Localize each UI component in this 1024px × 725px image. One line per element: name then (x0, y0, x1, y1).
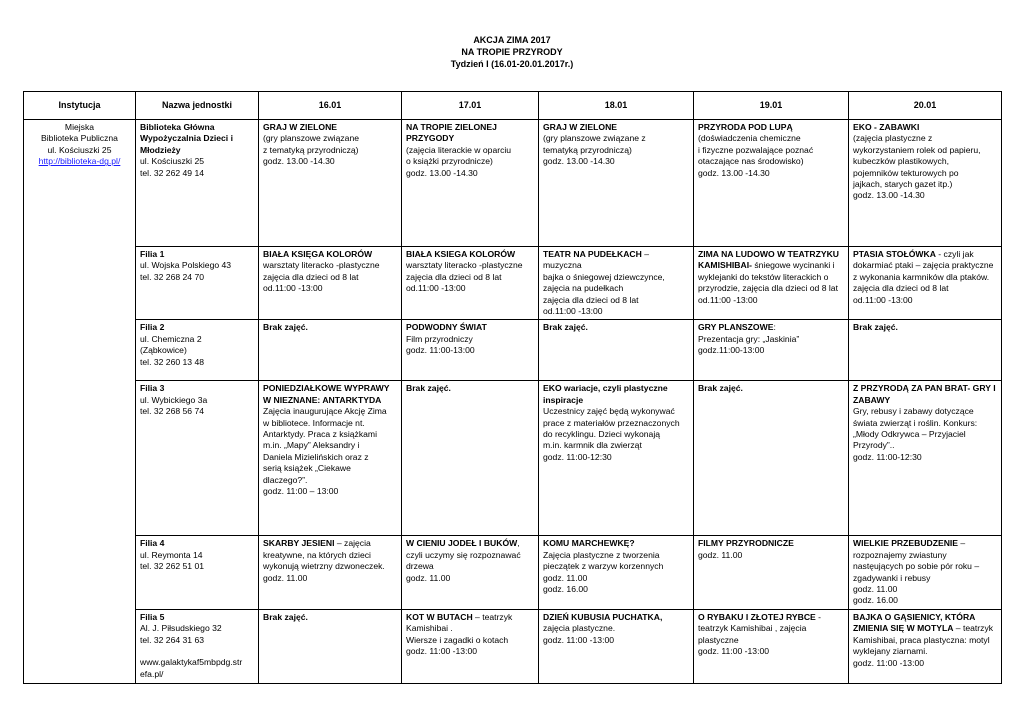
institution-cell (24, 120, 136, 684)
institution-name: Miejska (64, 122, 95, 132)
unit-detail: tel. 32 268 24 70 (140, 271, 205, 282)
unit-cell (136, 247, 259, 320)
activity-header (543, 122, 689, 133)
activity-cell (694, 247, 849, 320)
activity-detail: warsztaty literacko -plastyczne (406, 260, 523, 271)
unit-detail: tel. 32 264 31 63 (140, 634, 205, 645)
activity-detail: serią książek „Ciekawe (263, 463, 351, 474)
activity-cell (849, 247, 1002, 320)
activity-detail: Zajęcia plastyczne z tworzenia (543, 549, 660, 560)
unit-detail: Al. J. Piłsudskiego 32 (140, 623, 222, 634)
activity-detail: Film przyrodniczy (406, 333, 473, 344)
activity-detail: godz. 16.00 (543, 584, 588, 595)
activity-header (698, 612, 844, 646)
activity-header (263, 538, 397, 572)
activity-header (406, 322, 534, 333)
activity-title: BAJKA O GĄSIENICY, KTÓRA ZMIENIA SIĘ W MOTYLA (853, 611, 976, 634)
activity-detail: godz.11:00-13:00 (698, 345, 765, 356)
table-row (24, 536, 1002, 609)
activity-header (543, 322, 689, 333)
unit-name: Filia 4 (140, 538, 165, 549)
column-header-day: 16.01 (259, 92, 402, 120)
activity-detail: od.11:00 -13:00 (263, 283, 323, 294)
institution-address: ul. Kościuszki 25 (47, 144, 112, 155)
activity-detail: od.11:00 -13:00 (698, 294, 758, 305)
activity-detail: (gry planszowe związane (263, 133, 360, 144)
activity-detail: (gry planszowe związane z (543, 133, 646, 144)
activity-detail: godz. 11.00 (698, 549, 743, 560)
activity-title: BIAŁA KSIĘGA KOLORÓW (263, 249, 373, 259)
activity-description: - czyli jak dokarmiać ptaki – zajęcia praktyczne z wykonania karmników dla ptaków. (853, 249, 994, 282)
unit-name: Filia 3 (140, 383, 165, 394)
activity-cell (849, 320, 1002, 381)
activity-detail: z tematyką przyrodniczą) (263, 144, 359, 155)
activity-title: KOT W BUTACH (406, 611, 473, 622)
activity-title: KOMU MARCHEWKĘ? (543, 538, 635, 549)
activity-detail: godz. 13.00 -14.30 (698, 167, 770, 178)
activity-header (853, 383, 997, 406)
activity-header (853, 249, 997, 283)
activity-header (263, 612, 397, 623)
activity-header (698, 322, 844, 333)
activity-cell (694, 120, 849, 247)
activity-detail: świata zwierząt i roślin. Konkurs: (853, 417, 978, 428)
unit-detail: ul. Chemiczna 2 (140, 333, 202, 344)
unit-detail: ul. Wojska Polskiego 43 (140, 260, 232, 271)
activity-header (543, 612, 689, 623)
activity-detail: do recyklingu. Dzieci wykonają (543, 429, 661, 440)
activity-title: Brak zajęć. (543, 322, 588, 333)
activity-detail: Antarktydy. Praca z książkami (263, 429, 377, 440)
table-header-row (24, 92, 1002, 120)
activity-detail: godz. 11:00 -13:00 (853, 657, 925, 668)
activity-cell (539, 120, 694, 247)
activity-cell (694, 320, 849, 381)
institution-name: Biblioteka Publiczna (41, 133, 118, 144)
activity-description: – teatrzyk Kamishibai . (406, 611, 513, 634)
activity-detail: warsztaty literacko -plastyczne (263, 260, 380, 271)
schedule-table (23, 91, 1002, 684)
activity-detail: godz. 11:00-12:30 (853, 451, 922, 462)
activity-description: – rozpoznajemy zwiastuny nastęujących po sobie pór roku – zgadywanki i rebusy (853, 538, 980, 583)
activity-detail: godz. 11.00 (853, 584, 898, 595)
unit-name: Filia 5 (140, 611, 165, 622)
activity-cell (849, 609, 1002, 683)
activity-header (543, 383, 689, 406)
unit-name: Filia 2 (140, 322, 165, 333)
activity-header (263, 249, 397, 260)
column-header-day: 20.01 (849, 92, 1002, 120)
activity-title: Brak zajęć. (698, 383, 743, 394)
activity-title: FILMY PRZYRODNICZE (698, 538, 794, 549)
activity-detail: godz. 11:00 -13:00 (698, 646, 770, 657)
activity-detail: pojemników tekturowych po (853, 167, 959, 178)
header-week: Tydzień I (16.01-20.01.2017r.) (450, 59, 574, 69)
activity-title: NA TROPIE ZIELONEJ PRZYGODY (406, 122, 497, 144)
column-header-day: 19.01 (694, 92, 849, 120)
activity-header (698, 538, 844, 549)
activity-title: Brak zajęć. (406, 383, 451, 394)
activity-cell (259, 247, 402, 320)
table-row (24, 320, 1002, 381)
activity-detail: godz. 13.00 -14.30 (406, 167, 478, 178)
header-subtitle: NA TROPIE PRZYRODY (461, 47, 563, 57)
activity-title: EKO wariacje, czyli plastyczne inspiracje (543, 383, 668, 405)
unit-detail: tel. 32 260 13 48 (140, 356, 205, 367)
unit-detail: tel. 32 268 56 74 (140, 406, 205, 417)
activity-cell (539, 320, 694, 381)
activity-header (853, 322, 997, 333)
activity-cell (402, 609, 539, 683)
activity-title: PRZYRODA POD LUPĄ (698, 122, 793, 132)
activity-detail: prace z materiałów przeznaczonych (543, 417, 680, 428)
activity-header (263, 383, 397, 406)
activity-detail: kubeczków plastikowych, (853, 156, 950, 167)
activity-detail: Zajęcia inaugurujące Akcję Zima (263, 406, 387, 417)
unit-detail: ul. Reymonta 14 (140, 549, 203, 560)
activity-title: ZIMA NA LUDOWO W TEATRZYKU KAMISHIBAI- (698, 249, 839, 271)
activity-detail: czyli uczymy się rozpoznawać (406, 549, 521, 560)
unit-detail: efa.pl/ (140, 668, 164, 679)
activity-detail: wykorzystaniem rolek od papieru, (853, 144, 981, 155)
activity-detail: od.11:00 -13:00 (853, 294, 913, 305)
activity-detail: jajkach, starych gazet itp.) (853, 179, 953, 190)
activity-detail: Wiersze i zagadki o kotach (406, 634, 509, 645)
activity-detail: godz. 11:00-13:00 (406, 345, 475, 356)
activity-detail: godz. 13.00 -14.30 (543, 156, 615, 167)
activity-detail: Gry, rebusy i zabawy dotyczące (853, 406, 974, 417)
activity-detail: zajęcia dla dzieci od 8 lat (543, 294, 639, 305)
activity-detail: w bibliotece. Informacje nt. (263, 417, 365, 428)
unit-cell (136, 381, 259, 536)
activity-title: Brak zajęć. (263, 322, 308, 333)
activity-cell (539, 381, 694, 536)
activity-title: GRY PLANSZOWE (698, 322, 774, 333)
header-title: AKCJA ZIMA 2017 (473, 35, 551, 45)
activity-header (698, 383, 844, 394)
activity-description: - teatrzyk Kamishibai , zajęcia plastyczne (698, 611, 822, 645)
activity-header (698, 122, 844, 133)
activity-detail: m.in. karmnik dla zwierząt (543, 440, 642, 451)
activity-detail: godz. 16.00 (853, 595, 898, 606)
activity-detail: godz. 13.00 -14.30 (263, 156, 335, 167)
column-header-day: 17.01 (402, 92, 539, 120)
activity-title: GRAJ W ZIELONE (263, 122, 338, 132)
activity-header (406, 538, 534, 549)
activity-description: – muzyczna (543, 249, 649, 271)
activity-cell (402, 536, 539, 609)
activity-description: : (773, 322, 776, 333)
activity-detail: (doświadczenia chemiczne (698, 133, 801, 144)
activity-header (853, 538, 997, 584)
activity-detail: m.in. „Mapy” Aleksandry i (263, 440, 360, 451)
unit-detail: (Ząbkowice) (140, 345, 187, 356)
table-row (24, 120, 1002, 247)
activity-title: EKO - ZABAWKI (853, 122, 920, 132)
activity-detail: otaczające nas środowisko) (698, 156, 804, 167)
activity-cell (259, 320, 402, 381)
activity-cell (694, 609, 849, 683)
activity-cell (849, 120, 1002, 247)
activity-detail: tematyką przyrodniczą) (543, 144, 632, 155)
activity-cell (259, 609, 402, 683)
unit-cell (136, 536, 259, 609)
activity-cell (259, 120, 402, 247)
activity-detail: (zajęcia literackie w oparciu (406, 144, 512, 155)
activity-detail: godz. 11.00 (543, 572, 588, 583)
activity-detail: zajęcia na pudełkach (543, 283, 624, 294)
unit-cell (136, 320, 259, 381)
activity-title: SKARBY JESIENI (263, 538, 335, 549)
activity-cell (259, 536, 402, 609)
activity-detail: zajęcia dla dzieci od 8 lat (853, 283, 949, 294)
activity-detail: bajka o śniegowej dziewczynce, (543, 271, 665, 282)
activity-description: , (517, 538, 520, 549)
activity-detail: godz. 11.00 (406, 572, 451, 583)
activity-title: TEATR NA PUDEŁKACH (543, 249, 642, 259)
activity-title: PONIEDZIAŁKOWE WYPRAWY W NIEZNANE: ANTARKTYDA (263, 383, 390, 405)
activity-cell (402, 120, 539, 247)
activity-detail: o książki przyrodnicze) (406, 156, 493, 167)
activity-detail: Uczestnicy zajęć będą wykonywać (543, 406, 675, 417)
activity-cell (849, 381, 1002, 536)
activity-detail: Prezentacja gry: „Jaskinia” (698, 333, 800, 344)
activity-description: – teatrzyk Kamishibai, praca plastyczna: motyl wyklejany ziarnami. (853, 623, 994, 657)
activity-header (853, 122, 997, 133)
activity-header (406, 383, 534, 394)
activity-detail: zajęcia plastyczne. (543, 623, 616, 634)
activity-header (263, 322, 397, 333)
activity-description: – zajęcia kreatywne, na których dzieci wykonują wietrzny dzwoneczek. (263, 538, 385, 572)
activity-detail: dlaczego?”. (263, 474, 308, 485)
activity-header (853, 612, 997, 658)
column-header-day: 18.01 (539, 92, 694, 120)
activity-cell (539, 536, 694, 609)
activity-cell (402, 320, 539, 381)
activity-cell (539, 247, 694, 320)
activity-header (543, 538, 689, 549)
activity-detail: (zajęcia plastyczne z (853, 133, 933, 144)
activity-detail: godz. 11:00 -13:00 (406, 646, 478, 657)
activity-cell (694, 381, 849, 536)
unit-detail: ul. Wybickiego 3a (140, 394, 208, 405)
document-header (0, 34, 1024, 70)
activity-detail: i fizyczne pozwalające poznać (698, 144, 814, 155)
activity-cell (402, 247, 539, 320)
activity-detail: drzewa (406, 561, 434, 572)
activity-detail: godz. 11:00 – 13:00 (263, 486, 339, 497)
column-header-institution: Instytucja (24, 92, 136, 120)
activity-header (406, 249, 534, 260)
activity-header (406, 612, 534, 635)
activity-title: BIAŁA KSIEGA KOLORÓW (406, 249, 516, 259)
activity-title: W CIENIU JODEŁ I BUKÓW (406, 538, 518, 549)
activity-detail: od.11:00 -13:00 (406, 283, 466, 294)
activity-detail: pieczątek z warzyw korzennych (543, 561, 664, 572)
unit-name: Biblioteka Główna Wypożyczalnia Dzieci i Młodzieży (140, 122, 233, 155)
activity-title: O RYBAKU I ZŁOTEJ RYBCE (698, 611, 816, 622)
activity-detail: „Młody Odkrywca – Przyjaciel (853, 429, 966, 440)
activity-cell (402, 381, 539, 536)
activity-detail: godz. 13.00 -14.30 (853, 190, 925, 201)
column-header-unit: Nazwa jednostki (136, 92, 259, 120)
activity-detail: zajęcia dla dzieci od 8 lat (263, 271, 359, 282)
activity-description: śniegowe wycinanki i wyklejanki do tekstów literackich o przyrodzie, zajęcia dla dzieci od 8 lat (698, 260, 838, 294)
activity-detail: godz. 11:00 -13:00 (543, 634, 615, 645)
activity-title: GRAJ W ZIELONE (543, 122, 618, 132)
activity-header (406, 122, 534, 145)
activity-title: PTASIA STOŁÓWKA (853, 249, 936, 259)
activity-title: DZIEŃ KUBUSIA PUCHATKA, (543, 611, 663, 622)
activity-cell (539, 609, 694, 683)
activity-title: Brak zajęć. (853, 322, 898, 333)
activity-detail: godz. 11:00-12:30 (543, 451, 612, 462)
activity-cell (259, 381, 402, 536)
activity-title: Brak zajęć. (263, 611, 308, 622)
activity-detail: zajęcia dla dzieci od 8 lat (406, 271, 502, 282)
unit-detail (140, 646, 254, 657)
activity-detail: godz. 11.00 (263, 572, 308, 583)
unit-detail: www.galaktykaf5mbpdg.str (140, 657, 243, 668)
activity-header (698, 249, 844, 295)
activity-cell (694, 536, 849, 609)
unit-detail: tel. 32 262 49 14 (140, 167, 205, 178)
activity-detail: Daniela Mizielińskich oraz z (263, 451, 369, 462)
unit-cell (136, 609, 259, 683)
table-row (24, 381, 1002, 536)
institution-link[interactable]: http://biblioteka-dg.pl/ (38, 156, 121, 167)
unit-name: Filia 1 (140, 249, 165, 259)
activity-header (263, 122, 397, 133)
unit-cell (136, 120, 259, 247)
activity-title: PODWODNY ŚWIAT (406, 322, 487, 333)
activity-title: WIELKIE PRZEBUDZENIE (853, 538, 959, 549)
activity-detail: Przyrody”.. (853, 440, 895, 451)
unit-detail: ul. Kościuszki 25 (140, 156, 205, 167)
activity-detail: od.11:00 -13:00 (543, 306, 603, 317)
activity-cell (849, 536, 1002, 609)
activity-title: Z PRZYRODĄ ZA PAN BRAT- GRY I ZABAWY (853, 383, 996, 405)
table-row (24, 247, 1002, 320)
table-row (24, 609, 1002, 683)
unit-detail: tel. 32 262 51 01 (140, 561, 205, 572)
activity-header (543, 249, 689, 272)
